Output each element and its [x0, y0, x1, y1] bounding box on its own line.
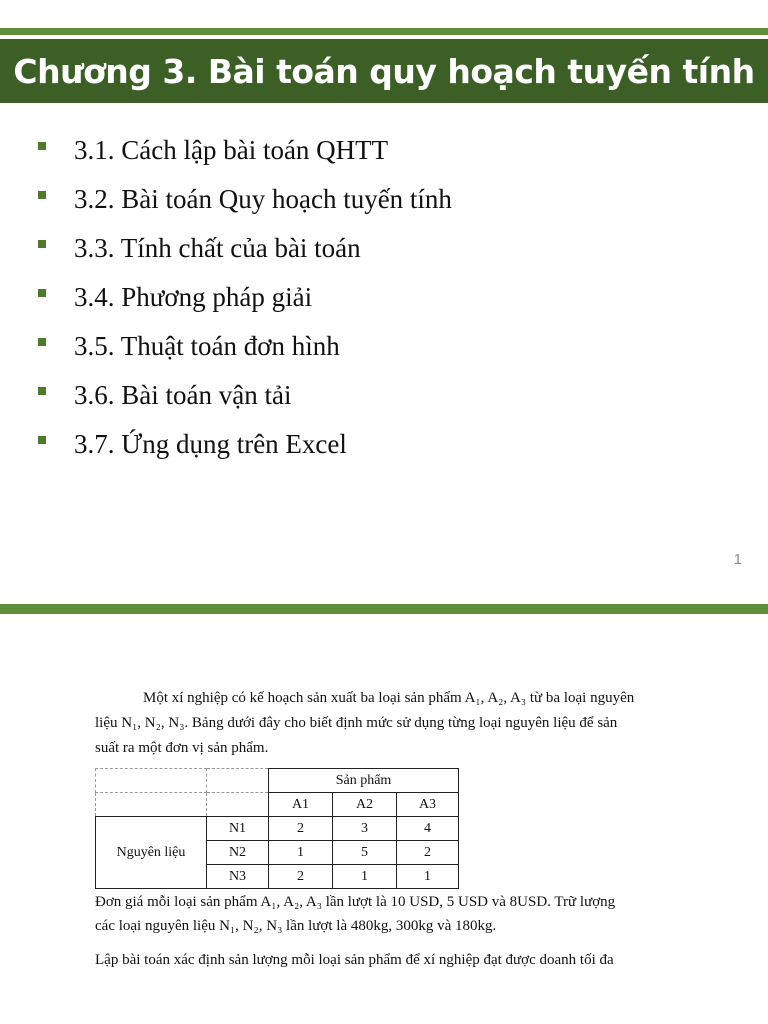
toc-item-label: 3.6. Bài toán vận tải: [74, 380, 292, 410]
toc-item: [36, 373, 452, 422]
toc-item-label: 3.2. Bài toán Quy hoạch tuyến tính: [74, 184, 452, 214]
table-cell-empty: [96, 769, 207, 793]
slide-title: Chương 3. Bài toán quy hoạch tuyến tính: [13, 51, 755, 91]
table-row: [96, 793, 459, 817]
task-paragraph: [95, 948, 705, 972]
table-row-group-header: Nguyên liệu: [96, 817, 207, 889]
table-cell: 1: [333, 865, 397, 889]
toc-item-label: 3.1. Cách lập bài toán QHTT: [74, 135, 389, 165]
table-cell-empty: [96, 793, 207, 817]
square-bullet-icon: [38, 142, 46, 150]
slide-separator: [0, 604, 768, 614]
toc-item: [36, 226, 452, 275]
material-usage-table: [95, 768, 459, 889]
toc-item-label: 3.4. Phương pháp giải: [74, 282, 313, 312]
square-bullet-icon: [38, 387, 46, 395]
table-group-header: Sản phẩm: [269, 769, 459, 793]
title-bar: [0, 39, 768, 103]
table-cell-empty: [207, 793, 269, 817]
intro-line: liệu N₁, N₂, N₃. Bảng dưới đây cho biết định mức sử dụng từng loại nguyên liệu để sản: [95, 715, 618, 731]
table-cell: 5: [333, 841, 397, 865]
toc-item-label: 3.7. Ứng dụng trên Excel: [74, 429, 347, 459]
square-bullet-icon: [38, 191, 46, 199]
intro-line: suất ra một đơn vị sản phẩm.: [95, 740, 269, 756]
table-row: [96, 817, 459, 841]
square-bullet-icon: [38, 338, 46, 346]
table-cell: 1: [269, 841, 333, 865]
toc-item: [36, 275, 452, 324]
table-cell: 2: [397, 841, 459, 865]
table-cell: 2: [269, 865, 333, 889]
price-line: các loại nguyên liệu N₁, N₂, N₃ lần lượt là 480kg, 300kg và 180kg.: [95, 918, 497, 934]
table-column-header: A3: [397, 793, 459, 817]
table-cell: 3: [333, 817, 397, 841]
table-cell: 2: [269, 817, 333, 841]
table-of-contents: [36, 128, 452, 471]
toc-item: [36, 422, 452, 471]
table-row-header: N2: [207, 841, 269, 865]
table-cell: 4: [397, 817, 459, 841]
table-cell: 1: [397, 865, 459, 889]
toc-item: [36, 177, 452, 226]
page-number: 1: [733, 551, 742, 568]
square-bullet-icon: [38, 436, 46, 444]
toc-item: [36, 128, 452, 177]
table-cell-empty: [207, 769, 269, 793]
table-column-header: A2: [333, 793, 397, 817]
top-accent-line: [0, 28, 768, 35]
table-row: [96, 769, 459, 793]
table-column-header: A1: [269, 793, 333, 817]
square-bullet-icon: [38, 289, 46, 297]
intro-line: Một xí nghiệp có kế hoạch sản xuất ba loại sản phẩm A₁, A₂, A₃ từ ba loại nguyên: [143, 690, 635, 706]
toc-item: [36, 324, 452, 373]
square-bullet-icon: [38, 240, 46, 248]
task-line: Lập bài toán xác định sản lượng mỗi loại sản phẩm để xí nghiệp đạt được doanh tối đa: [95, 952, 614, 968]
price-paragraph: [95, 890, 705, 938]
intro-paragraph: [95, 686, 705, 761]
toc-item-label: 3.3. Tính chất của bài toán: [74, 233, 361, 263]
table-row-header: N3: [207, 865, 269, 889]
table-row-header: N1: [207, 817, 269, 841]
toc-item-label: 3.5. Thuật toán đơn hình: [74, 331, 340, 361]
price-line: Đơn giá mỗi loại sản phẩm A₁, A₂, A₃ lần lượt là 10 USD, 5 USD và 8USD. Trữ lượng: [95, 894, 616, 910]
